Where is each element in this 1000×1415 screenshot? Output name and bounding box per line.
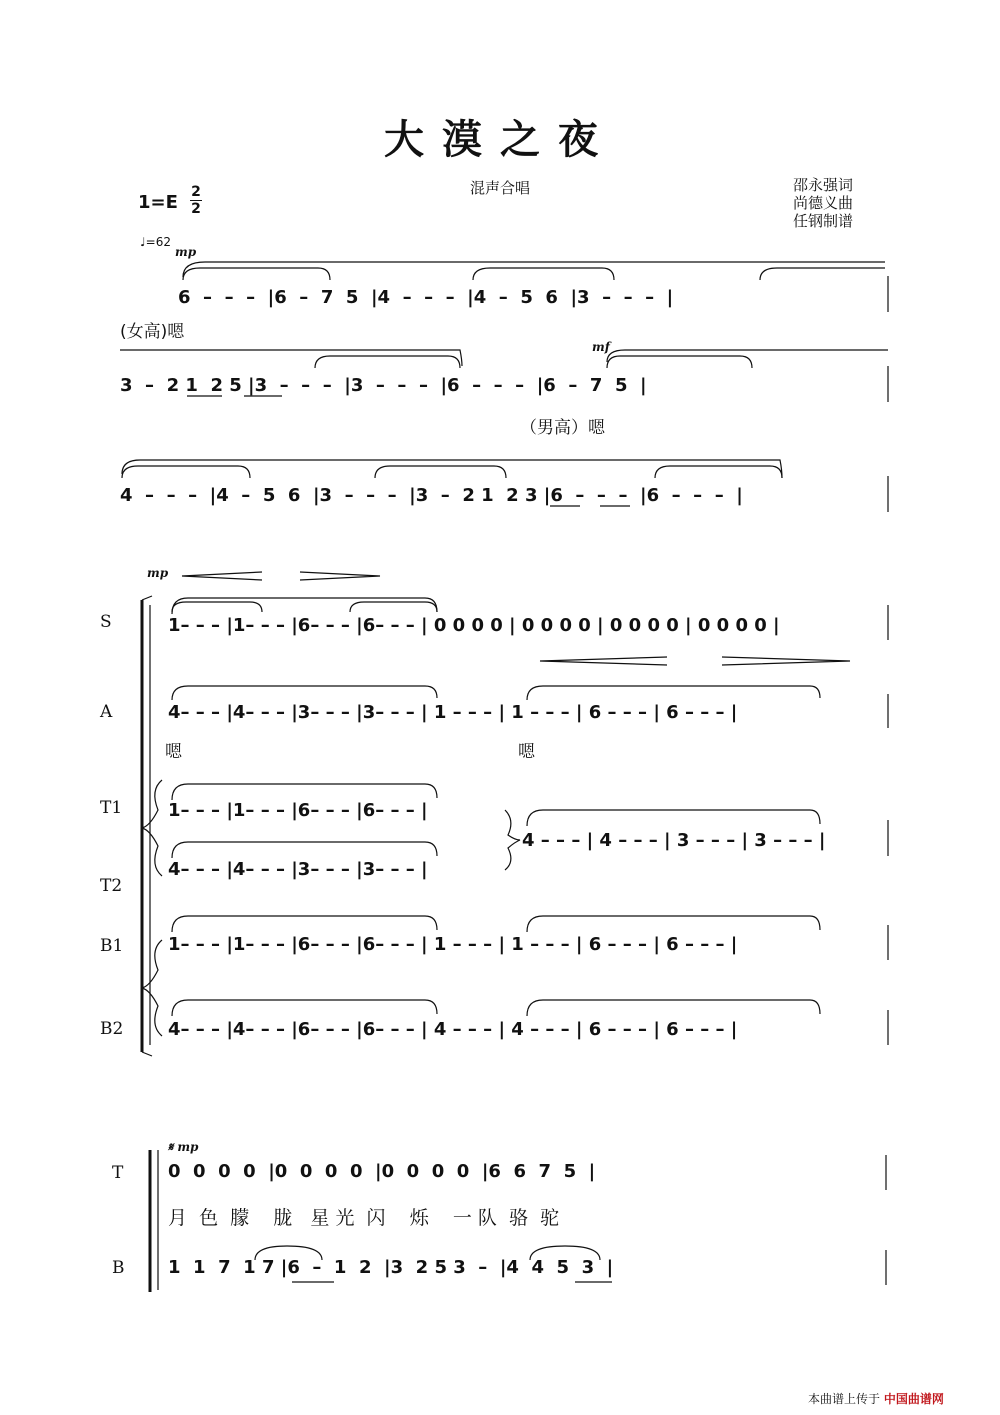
bass-line-s5: 1 1 7 1 7 |6 – 1 2 |3 2 5 3 – |4 4 5 3 | xyxy=(168,1257,614,1278)
footer-text: 本曲谱上传于 xyxy=(808,1392,881,1406)
voice-label-b2: B2 xyxy=(100,1019,124,1039)
intro-line-3: 4 – – – |4 – 5 6 |3 – – – |3 – 2 1 2 3 |6 – – – |6 – – – | xyxy=(120,485,743,506)
tenor2-line: 4– – – |4– – – |3– – – |3– – – | xyxy=(168,859,428,880)
alto-lyric-1: 嗯 xyxy=(165,742,182,762)
time-signature xyxy=(190,185,202,216)
voice-label-b1: B1 xyxy=(100,936,124,956)
lyricist-credit: 邵永强词 xyxy=(793,176,854,194)
dynamic-mp-choir: mp xyxy=(147,566,169,580)
tenor1-line: 1– – – |1– – – |6– – – |6– – – | xyxy=(168,800,428,821)
tenor-line-s5: 0 0 0 0 |0 0 0 0 |0 0 0 0 |6 6 7 5 | xyxy=(168,1161,596,1182)
site-logo: 中国曲谱网 xyxy=(883,1392,944,1406)
intro-line-2: 3 – 2 1 2 5 |3 – – – |3 – – – |6 – – – |6 – 7 5 | xyxy=(120,375,647,396)
engraver-credit: 任钢制谱 xyxy=(793,212,854,230)
voice-label-s: S xyxy=(100,612,112,632)
segno-mp: 𝄋 mp xyxy=(168,1140,199,1154)
credits xyxy=(793,176,853,230)
voice-label-t2: T2 xyxy=(100,876,123,896)
voice-label-t1: T1 xyxy=(100,798,123,818)
voice-label-t: T xyxy=(112,1163,124,1183)
intro-label-1: (女高)嗯 xyxy=(120,322,185,342)
tempo-marking: ♩=62 xyxy=(140,235,171,249)
subtitle: 混声合唱 xyxy=(470,179,531,197)
voice-label-a: A xyxy=(100,702,113,722)
intro-line-1: 6 – – – |6 – 7 5 |4 – – – |4 – 5 6 |3 – – – | xyxy=(178,287,674,308)
dynamic-mf: mf xyxy=(592,340,610,354)
key-signature: 1=E xyxy=(138,192,178,213)
dynamic-mp: mp xyxy=(175,245,197,259)
bass2-line: 4– – – |4– – – |6– – – |6– – – | 4 – – – | 4 – – – | 6 – – – | 6 – – – | xyxy=(168,1019,738,1040)
lyrics-s5: 月 色 朦 胧 星 光 闪 烁 一 队 骆 驼 xyxy=(168,1207,560,1229)
alto-line: 4– – – |4– – – |3– – – |3– – – | 1 – – – | 1 – – – | 6 – – – | 6 – – – | xyxy=(168,702,738,723)
time-signature-top: 2 xyxy=(191,184,201,200)
composer-credit: 尚德义曲 xyxy=(793,194,854,212)
time-signature-bottom: 2 xyxy=(191,201,201,217)
soprano-line: 1– – – |1– – – |6– – – |6– – – | 0 0 0 0 | 0 0 0 0 | 0 0 0 0 | 0 0 0 0 | xyxy=(168,615,780,636)
intro-label-2: （男高）嗯 xyxy=(520,418,605,438)
bass1-line: 1– – – |1– – – |6– – – |6– – – | 1 – – – | 1 – – – | 6 – – – | 6 – – – | xyxy=(168,934,738,955)
voice-label-b: B xyxy=(112,1258,125,1278)
score-title: 大漠之夜 xyxy=(384,116,616,163)
alto-lyric-2: 嗯 xyxy=(518,742,535,762)
tenor-combined-line: 4 – – – | 4 – – – | 3 – – – | 3 – – – | xyxy=(522,830,826,851)
footer xyxy=(808,1390,944,1407)
